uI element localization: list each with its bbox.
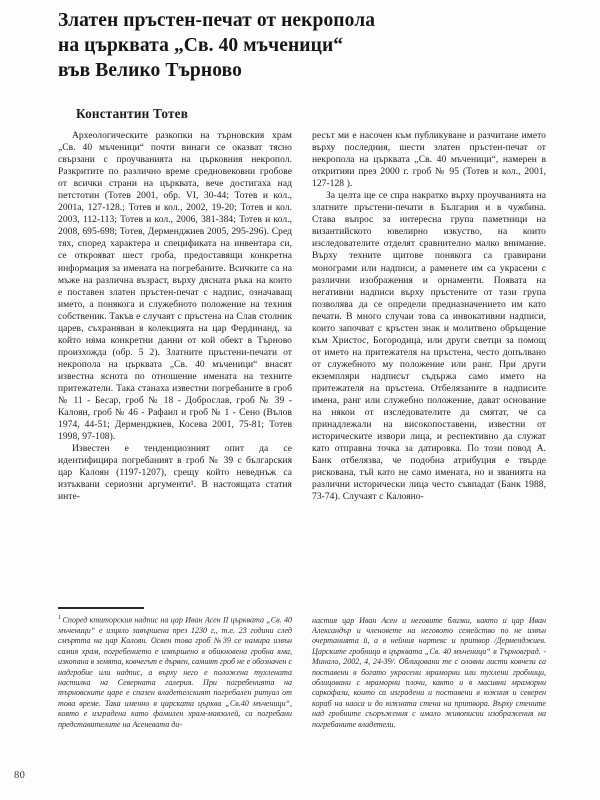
page-title-line-2: на църквата „Св. 40 мъченици“ [58,35,344,56]
page-title-line-3: във Велико Търново [58,60,242,81]
left-column-text [58,130,292,503]
paragraph: Археологическите разкопки на търновския храм „Св. 40 мъченици“ почти винаги се оказват тясно свързани с проучванията на църковния некропол. Разкритите по различно време средновековни гробове от всички страни на църквата, вече достигаха над петстотин (Тотев 2001, обр. VI, 30-44; Тотев и кол., 2001а, 127-128.; Тотев и кол., 2002, 19-20; Тотев и кол. 2003, 112-113; Тотев и кол., 2006, 381-384; Тотев и кол., 2008, 695-698; Тотев, Дерменджиев 2005, 295-296). Сред тях, според характера и спецификата на инвентара си, се открояват шест гроба, предоставящи конкретна информация за имената на погребаните. Всичките са на мъже на различна възраст, върху дясната ръка на които е поставен златен пръстен-печат с надпис, означаващ името, а понякога и служебното положение на техния собственик. Такъв е случаят с пръстена на Слав столник царев, съхраняван в колекцията на цар Фердинанд, за който няма конкретни данни от кой обект в Търново произхожда (обр. 5 2). Златните пръстени-печати от некропола на църквата „Св. 40 мъченици“ внасят известна яснота по отношение имената на техните притежатели. Така станаха известни погребаните в гроб № 11 - Бесар, гроб № 18 - Доброслав, гроб № 39 - Калоян, гроб № 46 - Рафаил и гроб № 1 - Сено (Вълов 1974, 44-51; Дерменджиев, Косева 2001, 75-81; Тотев 1998, 97-108). [58,130,292,443]
two-column-body [58,130,547,730]
paragraph: Известен е тенденциозният опит да се идентифицира погребаният в гроб № 39 с българския цар Калоян (1197-1207), срещу който неведнъж са изтъквани сериозни аргументи¹. В настоящата статия инте- [58,443,292,503]
footnote-paragraph [58,613,292,730]
article-title-block [58,0,513,83]
page-number: 80 [14,770,26,781]
right-column-text [312,130,546,503]
page-title-line-1: Златен пръстен-печат от некропола [58,10,376,31]
article-author: Константин Тотев [76,106,189,121]
footnote-text: Според ктиторския надпис на цар Иван Асен II църквата „Св. 40 мъченици“ е изцяло завършена през 1230 г., т.е. 23 години след смъртта на цар Калоян. Освен това гроб №39 се намира извън самия храм, погребението е извършено в обикновена гробна яма, изкопана в земята, ковчегът е дървен, самият гроб не е обозначен с надгробие или надпис, а върху него е положена тухлената настилка на Северната галерия. При погребенията на търновските царе е спазен владетелският погребален ритуал от това време. Така именно в царската църква „Св.40 мъченици“, която е изградена като фамилен храм-мавзолей, са погребани представителите на Асеневата ди- [58,615,292,729]
right-column [312,130,546,730]
footnote-block [58,613,292,730]
footnote-separator-rule [58,607,144,609]
page-content-area [58,0,548,800]
right-footnote-area [312,616,546,730]
left-footnote-area [58,607,292,730]
paragraph: ресът ми е насочен към публикуване и разчитане името върху последния, шести златен пръстен-печат от некропола на църквата „Св. 40 мъченици“, намерен в откритияи през 2000 г. гроб № 95 (Тотев и кол., 2001, 127-128 ). [312,130,546,190]
footnote-paragraph: настия цар Иван Асен и неговите близки, както и цар Иван Александър и членовете на неговото семейство по не извън очертанията й, а в нейния нартекс и притвор /Дерменджиев. Царските гробници в църквата „Св. 40 мъченици“ в Търновград. - Минало, 2002, 4, 24-39/. Облицовани те с оловни листи ковчези са поставени в богато украсени мраморни или тухлени гробници, облицовани с мраморни плочи, както и в масивни мраморни саркофази, които са изградени и поставени в южния и северен кораб на наоса и до южната стена на притвора. Върху стените над гробните съоръжения с имало живописни изображения на погребаните владетели. [312,615,546,729]
footnote-continuation-block [312,616,546,730]
footnote-marker: 1 [58,614,61,621]
left-column [58,130,292,730]
paragraph: За целта ще се спра накратко върху проучванията на златните пръстени-печати в България и в чужбина. Става въпрос за интересна група паметници на византийското ювелирно изкуство, на които изследователите отделят сравнително малко внимание. Върху техните щитове понякога са гравирани монограми или надписи, а раменете им са украсени с различни изображения и орнаменти. Появата на негативни надписи върху пръстените от тази група позволява да се определи предназначението им като печати. В много случаи това са инвокативни надписи, които започват с кръстен знак и молитвено обръщение към Христос, Богородица, или други светци за помощ от името на притежателя на пръстена, често допълвано от служебното му положение или ранг. При други екземпляри надписът съдържа само името на притежателя на пръстена. Отбелязаните в надписите имена, ранг или служебно положение, дават основание на някои от изследователите да смятат, че са принадлежали на високопоставени, известни от историческите извори лица, и респективно да служат като отправна точка за датировка. По този повод А. Банк отбелязва, че подобна атрибуция е твърде рискована, тъй като не само имената, но и званията на различни исторически лица често съвпадат (Банк 1988, 73-74). Случаят с Калояно- [312,190,546,503]
